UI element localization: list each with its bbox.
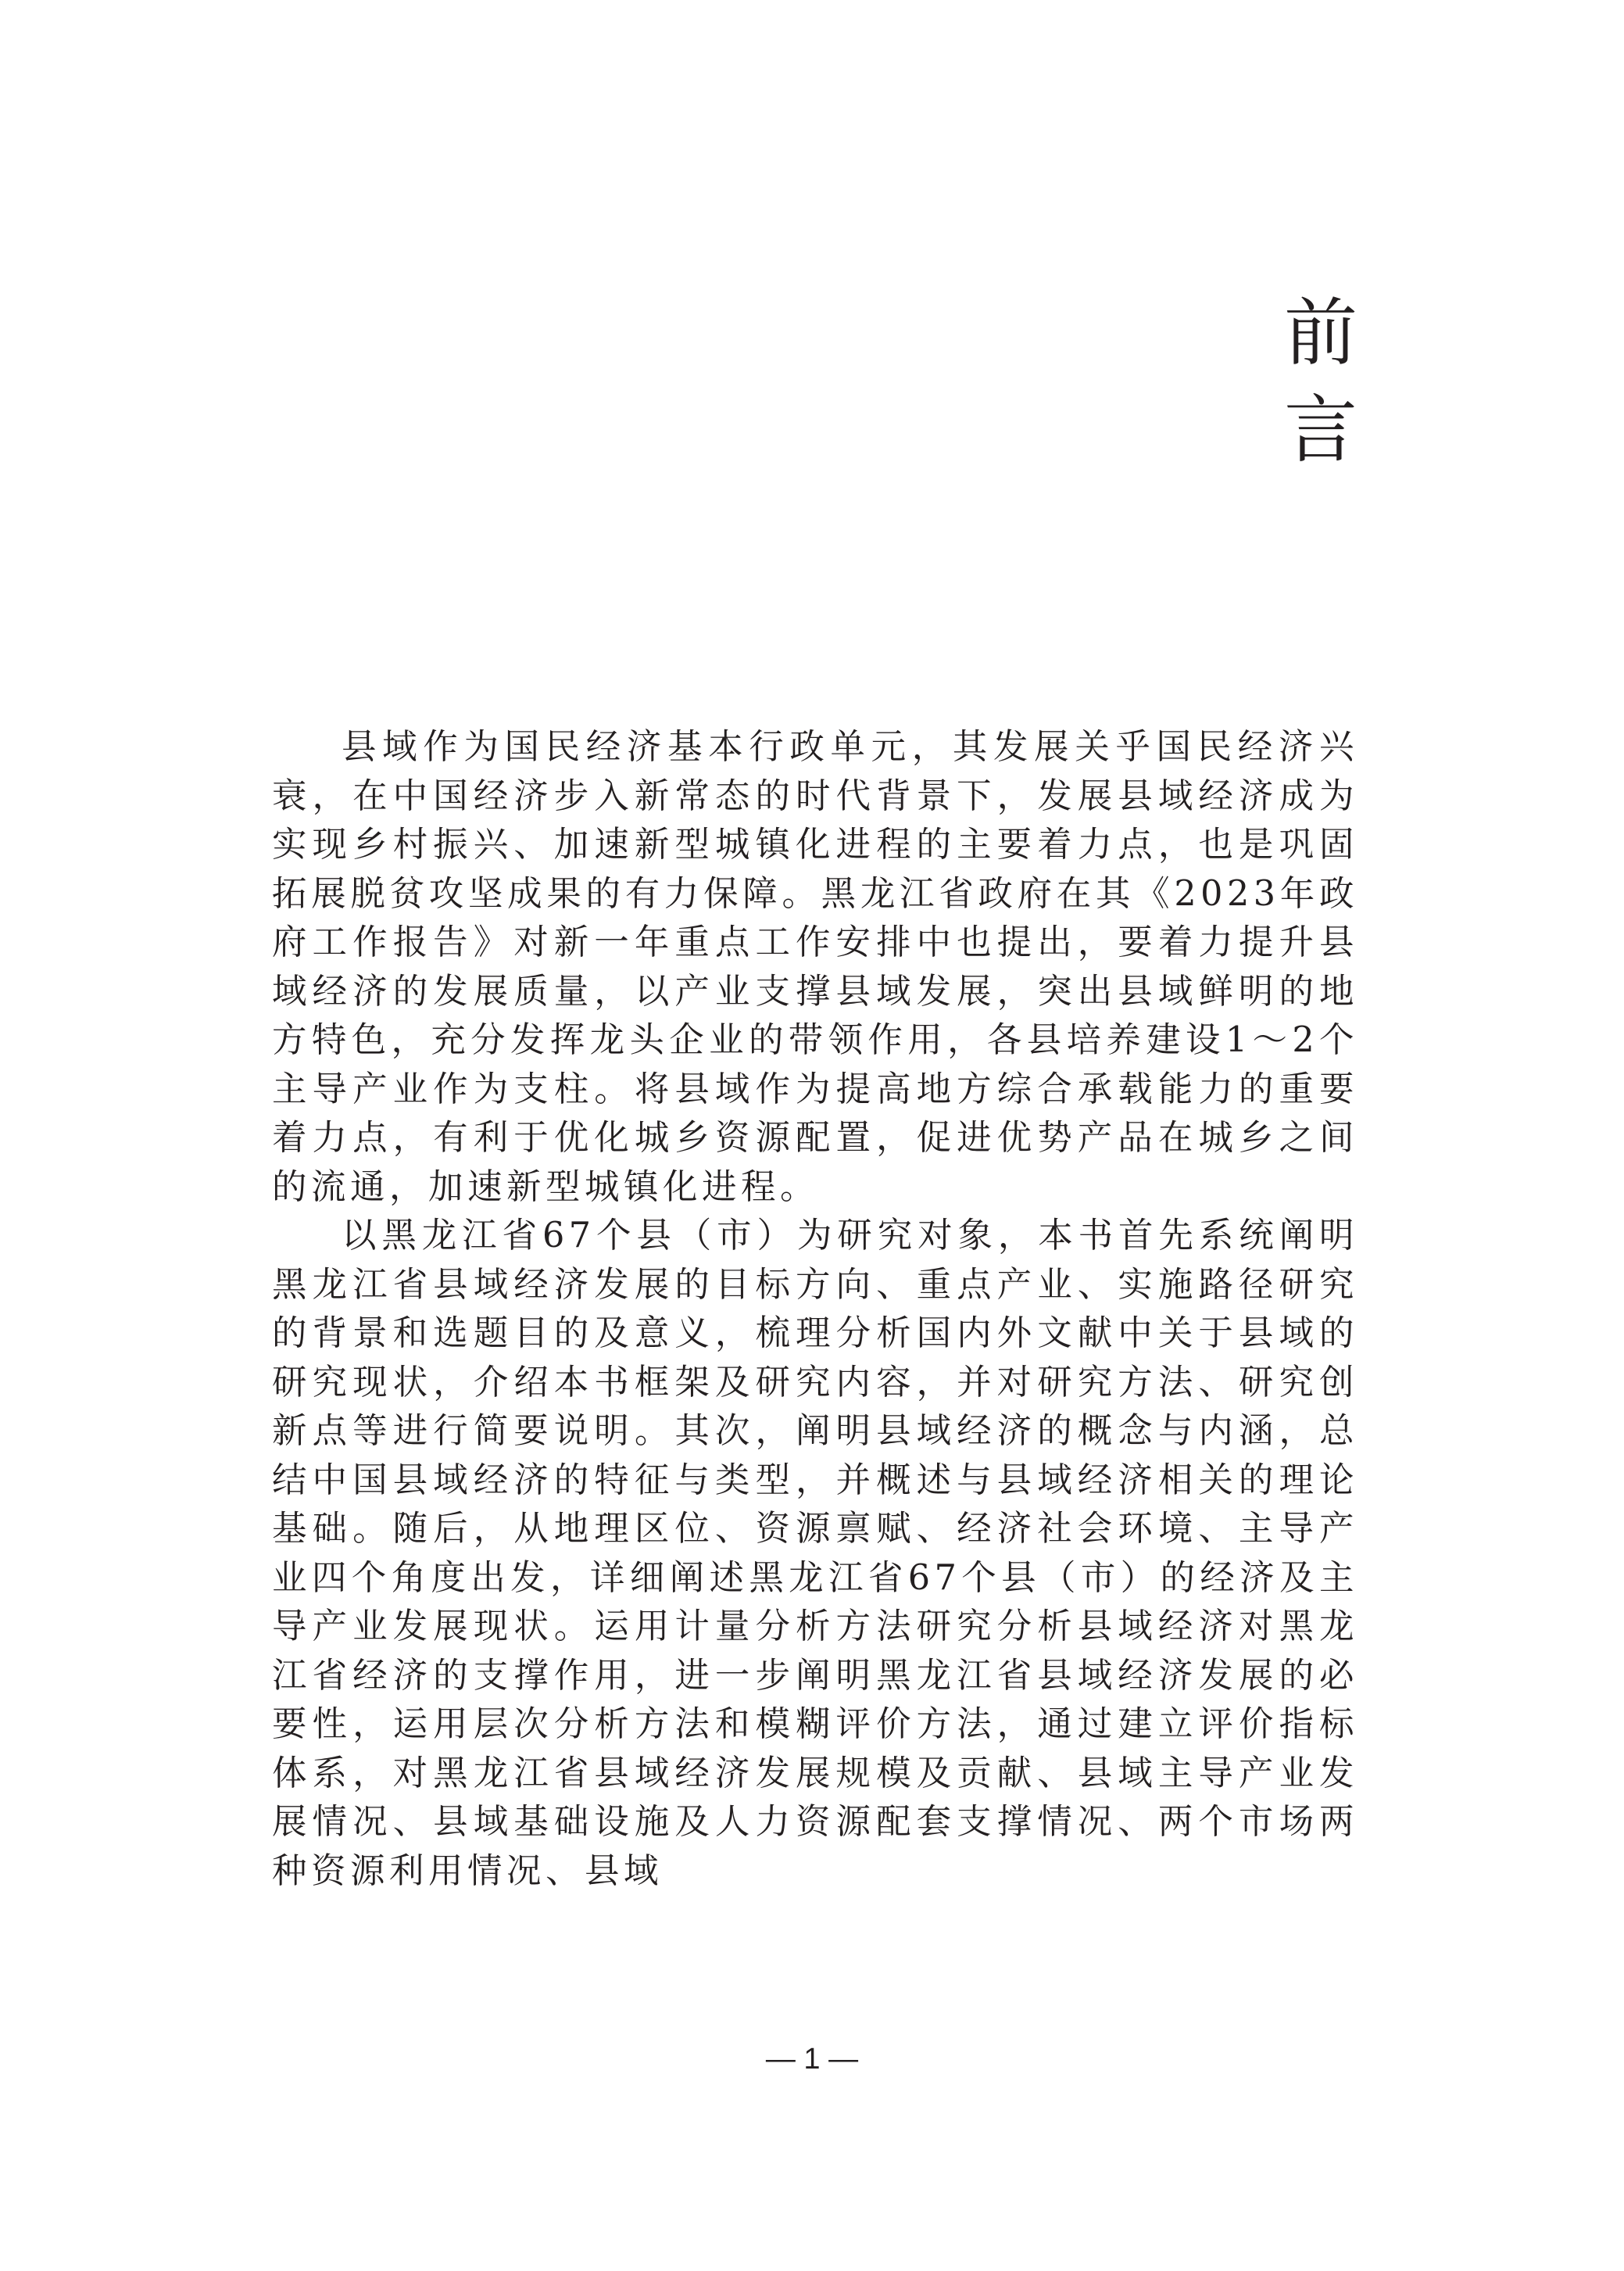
paragraph-1: 县域作为国民经济基本行政单元，其发展关乎国民经济兴衰，在中国经济步入新常态的时代背景下，发展县域经济成为实现乡村振兴、加速新型城镇化进程的主要着力点，也是巩固拓展脱贫攻坚成果的有力保障。黑龙江省政府在其《2023年政府工作报告》对新一年重点工作安排中也提出，要着力提升县域经济的发展质量，以产业支撑县域发展，突出县域鲜明的地方特色，充分发挥龙头企业的带领作用，各县培养建设1～2个主导产业作为支柱。将县域作为提高地方综合承载能力的重要着力点，有利于优化城乡资源配置，促进优势产品在城乡之间的流通，加速新型城镇化进程。 — [272, 727, 1358, 1207]
chapter-title-char-1: 前 — [1283, 291, 1358, 376]
page-number: — 1 — — [765, 2043, 859, 2076]
chapter-title — [1278, 285, 1364, 479]
paragraph-2: 以黑龙江省67个县（市）为研究对象，本书首先系统阐明黑龙江省县域经济发展的目标方向、重点产业、实施路径研究的背景和选题目的及意义，梳理分析国内外文献中关于县域的研究现状，介绍本书框架及研究内容，并对研究方法、研究创新点等进行简要说明。其次，阐明县域经济的概念与内涵，总结中国县域经济的特征与类型，并概述与县域经济相关的理论基础。随后，从地理区位、资源禀赋、经济社会环境、主导产业四个角度出发，详细阐述黑龙江省67个县（市）的经济及主导产业发展现状。运用计量分析方法研究分析县域经济对黑龙江省经济的支撑作用，进一步阐明黑龙江省县域经济发展的必要性，运用层次分析方法和模糊评价方法，通过建立评价指标体系，对黑龙江省县域经济发展规模及贡献、县域主导产业发展情况、县域基础设施及人力资源配套支撑情况、两个市场两种资源利用情况、县域 — [272, 1216, 1358, 1891]
chapter-title-char-2: 言 — [1283, 388, 1358, 473]
body-text — [272, 723, 1358, 1896]
